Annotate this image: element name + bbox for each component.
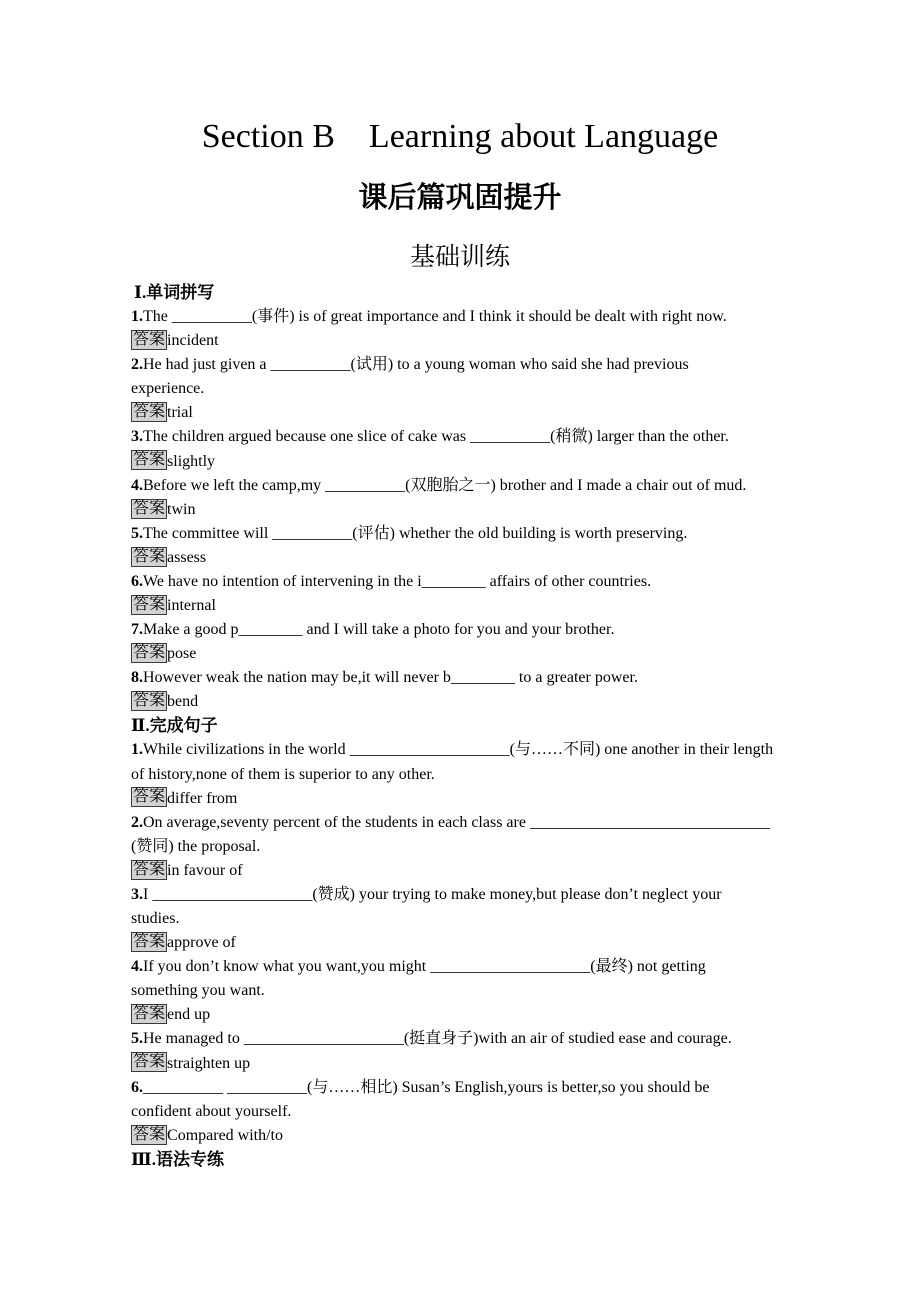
answer-text: internal xyxy=(167,597,216,615)
question-line xyxy=(131,811,891,835)
question-text: We have no intention of intervening in the i________ affairs of other countries. xyxy=(143,572,652,590)
question-line xyxy=(131,474,891,498)
answer-badge: 答案 xyxy=(133,1053,166,1071)
answer-line xyxy=(131,594,891,618)
answer-line xyxy=(131,498,891,522)
answer-text: assess xyxy=(167,548,207,566)
answer-text: trial xyxy=(167,404,193,422)
section-heading: 基础训练 xyxy=(409,244,510,271)
question-line xyxy=(131,305,891,329)
question-text: Make a good p________ and I will take a photo for you and your brother. xyxy=(143,621,615,639)
question-text: However weak the nation may be,it will never b________ to a greater power. xyxy=(143,669,638,687)
question-number: 4. xyxy=(131,476,143,494)
question-line-continued xyxy=(131,907,891,931)
answer-line xyxy=(131,1003,891,1027)
page-title: Section B Learning about Language xyxy=(201,118,719,155)
page-subtitle: 课后篇巩固提升 xyxy=(358,182,562,214)
answer-badge: 答案 xyxy=(133,860,166,878)
question-number: 5. xyxy=(131,1030,143,1048)
question-line xyxy=(131,883,891,907)
question-number: 7. xyxy=(131,621,143,639)
question-line xyxy=(131,570,891,594)
answer-line xyxy=(131,859,891,883)
question-line-continued xyxy=(131,835,891,859)
answer-badge: 答案 xyxy=(133,499,166,517)
question-line xyxy=(131,1076,891,1100)
question-number: 1. xyxy=(131,741,143,759)
answer-line xyxy=(131,450,891,474)
question-line xyxy=(131,522,891,546)
part-heading: Ⅲ.语法专练 xyxy=(131,1149,224,1169)
answer-badge: 答案 xyxy=(133,595,166,613)
question-text: The committee will __________(评估) whether the old building is worth preserving. xyxy=(143,524,688,542)
question-text: If you don’t know what you want,you might ____________________(最终) not getting xyxy=(143,958,706,976)
answer-badge: 答案 xyxy=(133,1005,166,1023)
question-number: 2. xyxy=(131,813,143,831)
question-line xyxy=(131,666,891,690)
answer-badge: 答案 xyxy=(133,692,166,710)
question-line-continued xyxy=(131,377,891,401)
question-number: 4. xyxy=(131,958,143,976)
question-text: The children argued because one slice of cake was __________(稍微) larger than the other. xyxy=(143,428,729,446)
question-text: confident about yourself. xyxy=(131,1102,292,1120)
answer-line xyxy=(131,1124,891,1148)
question-text: While civilizations in the world ____________________(与……不同) one another in their length xyxy=(143,741,774,759)
question-number: 1. xyxy=(131,308,143,326)
question-line xyxy=(131,955,891,979)
question-text: He managed to ____________________(挺直身子)with an air of studied ease and courage. xyxy=(143,1030,732,1048)
question-text: He had just given a __________(试用) to a young woman who said she had previous xyxy=(143,356,689,374)
question-line-continued xyxy=(131,763,891,787)
answer-line xyxy=(131,401,891,425)
question-text: of history,none of them is superior to any other. xyxy=(131,765,435,783)
question-number: 3. xyxy=(131,428,143,446)
question-text: The __________(事件) is of great importance and I think it should be dealt with right now. xyxy=(143,308,727,326)
question-text: On average,seventy percent of the students in each class are ______________________________ xyxy=(143,813,770,831)
question-text: (赞同) the proposal. xyxy=(131,837,261,855)
question-line xyxy=(131,1027,891,1051)
answer-badge: 答案 xyxy=(133,547,166,565)
answer-text: in favour of xyxy=(167,861,243,879)
answer-line xyxy=(131,690,891,714)
answer-text: incident xyxy=(167,332,219,350)
question-line xyxy=(131,425,891,449)
question-text: studies. xyxy=(131,910,180,928)
answer-line xyxy=(131,931,891,955)
answer-text: twin xyxy=(167,500,196,518)
question-number: 3. xyxy=(131,885,143,903)
question-text: Before we left the camp,my __________(双胞胎之一) brother and I made a chair out of mud. xyxy=(143,476,747,494)
question-line xyxy=(131,618,891,642)
answer-text: straighten up xyxy=(167,1054,251,1072)
question-number: 6. xyxy=(131,1078,143,1096)
answer-line xyxy=(131,1052,891,1076)
answer-text: pose xyxy=(167,645,197,663)
question-number: 8. xyxy=(131,669,143,687)
question-number: 2. xyxy=(131,356,143,374)
answer-text: approve of xyxy=(167,934,236,952)
answer-text: slightly xyxy=(167,452,216,470)
answer-badge: 答案 xyxy=(133,788,166,806)
question-text: __________ __________(与……相比) Susan’s English,yours is better,so you should be xyxy=(143,1078,710,1096)
part-heading: Ⅰ.单词拼写 xyxy=(134,283,215,302)
question-line-continued xyxy=(131,979,891,1003)
answer-badge: 答案 xyxy=(133,644,166,661)
answer-line xyxy=(131,787,891,811)
answer-badge: 答案 xyxy=(133,330,166,348)
question-line xyxy=(131,353,891,377)
question-text: something you want. xyxy=(131,982,265,1000)
answer-text: end up xyxy=(167,1006,211,1024)
question-line-continued xyxy=(131,1100,891,1124)
part-heading: Ⅱ.完成句子 xyxy=(131,716,218,736)
question-text: experience. xyxy=(131,380,205,398)
question-number: 5. xyxy=(131,524,143,542)
answer-text: bend xyxy=(167,693,199,711)
question-line xyxy=(131,738,891,762)
answer-badge: 答案 xyxy=(133,451,166,469)
answer-badge: 答案 xyxy=(133,932,166,950)
question-number: 6. xyxy=(131,572,143,590)
answer-badge: 答案 xyxy=(133,1125,166,1143)
answer-line xyxy=(131,329,891,353)
answer-text: differ from xyxy=(167,789,238,807)
answer-badge: 答案 xyxy=(133,403,166,421)
question-text: I ____________________(赞成) your trying to make money,but please don’t neglect your xyxy=(143,885,722,903)
answer-text: Compared with/to xyxy=(167,1126,283,1144)
answer-line xyxy=(131,642,891,666)
answer-line xyxy=(131,546,891,570)
exercise-content xyxy=(131,281,891,1172)
